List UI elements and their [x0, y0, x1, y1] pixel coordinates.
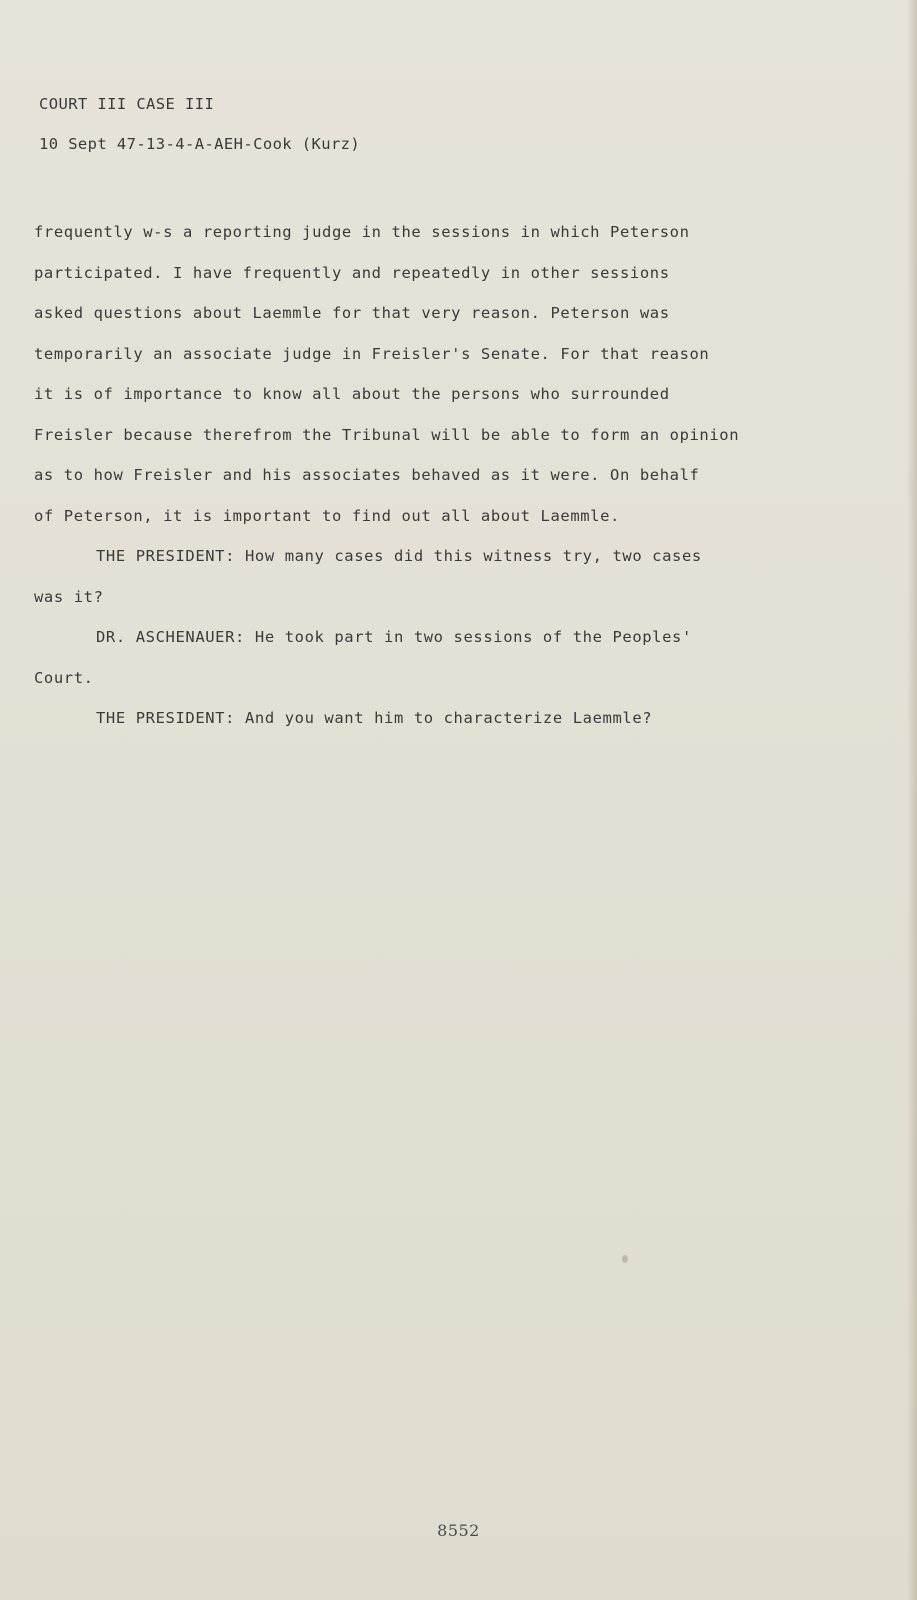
transcript-reference: 10 Sept 47-13-4-A-AEH-Cook (Kurz)	[39, 135, 361, 153]
transcript-line: asked questions about Laemmle for that very reason. Peterson was	[34, 304, 670, 322]
transcript-line: it is of importance to know all about the persons who surrounded	[34, 385, 670, 403]
transcript-body	[34, 212, 774, 739]
transcript-line: Freisler because therefrom the Tribunal will be able to form an opinion	[34, 425, 740, 444]
page-number: 8552	[437, 1521, 480, 1540]
transcript-line: was it?	[34, 587, 104, 606]
speaker-line-aschenauer: DR. ASCHENAUER: He took part in two sessions of the Peoples'	[96, 628, 692, 646]
transcript-line: temporarily an associate judge in Freisler's Senate. For that reason	[34, 344, 710, 363]
transcript-line: of Peterson, it is important to find out all about Laemmle.	[34, 506, 620, 525]
transcript-line: frequently w-s a reporting judge in the sessions in which Peterson	[34, 223, 690, 241]
transcript-line: as to how Freisler and his associates behaved as it were. On behalf	[34, 466, 700, 484]
transcript-line: participated. I have frequently and repeatedly in other sessions	[34, 263, 670, 282]
speaker-line-president: THE PRESIDENT: And you want him to characterize Laemmle?	[96, 709, 653, 727]
paper-speck	[622, 1255, 628, 1263]
transcript-line: Court.	[34, 668, 94, 687]
speaker-line-president: THE PRESIDENT: How many cases did this witness try, two cases	[96, 547, 702, 565]
court-case-heading: COURT III CASE III	[39, 95, 215, 113]
